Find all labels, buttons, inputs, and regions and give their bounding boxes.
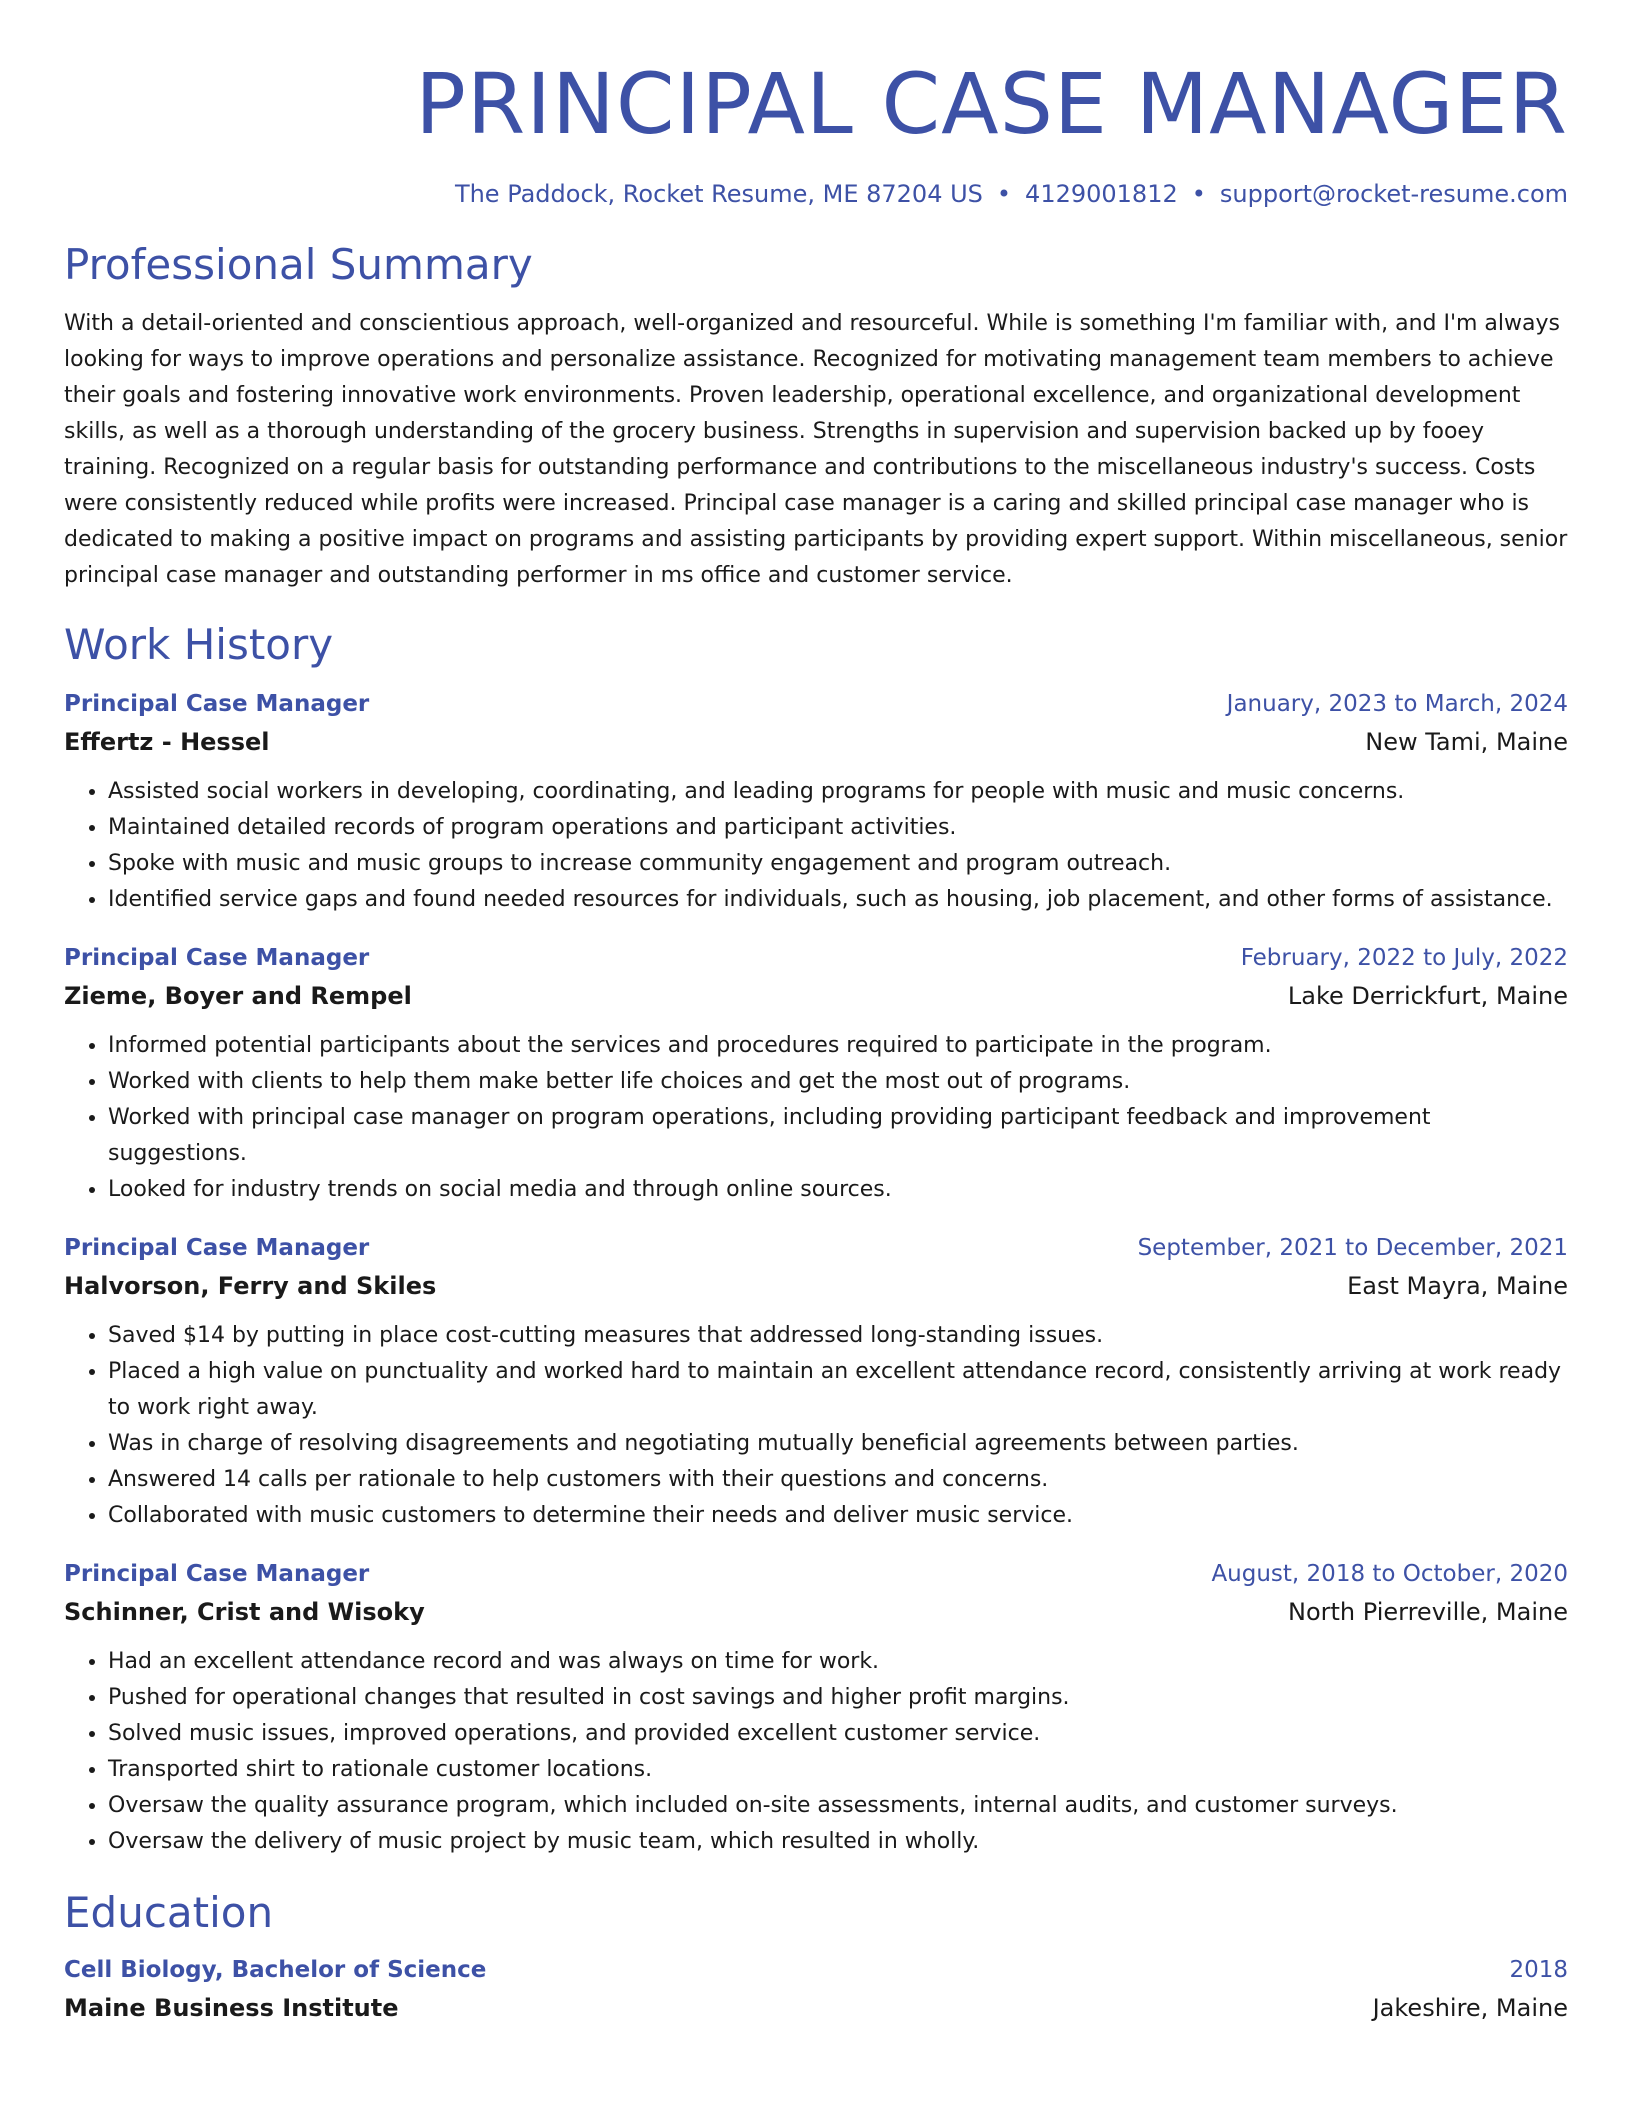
- job-bullets: [64, 1028, 1568, 1208]
- work-history-section: [64, 618, 1568, 1860]
- job-entry: [64, 686, 1568, 918]
- education-location: Jakeshire, Maine: [1372, 1994, 1568, 2022]
- education-degree: Cell Biology, Bachelor of Science: [64, 1957, 487, 1983]
- job-location: New Tami, Maine: [1365, 728, 1568, 756]
- section-title-summary: Professional Summary: [64, 240, 533, 289]
- summary-section: [64, 238, 1568, 594]
- education-school-row: [64, 1988, 1568, 2028]
- job-header-row: [64, 686, 1568, 722]
- job-company: Effertz - Hessel: [64, 728, 270, 756]
- contact-phone: 4129001812: [1025, 180, 1178, 208]
- job-role: Principal Case Manager: [64, 945, 370, 971]
- job-bullet: • Answered 14 calls per rationale to help customers with their questions and concerns.: [108, 1462, 1568, 1498]
- job-role: Principal Case Manager: [64, 1561, 370, 1587]
- job-company-row: [64, 722, 1568, 762]
- job-role: Principal Case Manager: [64, 1235, 370, 1261]
- job-bullet: • Oversaw the delivery of music project by music team, which resulted in wholly.: [108, 1824, 1568, 1860]
- job-bullet: • Identified service gaps and found needed resources for individuals, such as housing, job placement, and other forms of assistance.: [108, 882, 1568, 918]
- job-bullet: • Placed a high value on punctuality and worked hard to maintain an excellent attendance record, consistently arriving at work ready to work right away.: [108, 1354, 1568, 1426]
- contact-address: The Paddock, Rocket Resume, ME 87204 US: [454, 180, 983, 208]
- job-company-row: [64, 1266, 1568, 1306]
- job-bullet: • Transported shirt to rationale customer locations.: [108, 1752, 1568, 1788]
- job-bullet: • Solved music issues, improved operations, and provided excellent customer service.: [108, 1716, 1568, 1752]
- job-bullets: [64, 774, 1568, 918]
- job-bullet: • Pushed for operational changes that resulted in cost savings and higher profit margins.: [108, 1680, 1568, 1716]
- job-bullet: • Informed potential participants about the services and procedures required to participate in the program.: [108, 1028, 1568, 1064]
- job-header-row: [64, 940, 1568, 976]
- section-title-work-history: Work History: [64, 620, 334, 669]
- education-section: [64, 1886, 1568, 2028]
- job-bullet: • Spoke with music and music groups to increase community engagement and program outreach.: [108, 846, 1568, 882]
- summary-text: With a detail-oriented and conscientious approach, well-organized and resourceful. While is something I'm familiar with, and I'm always looking for ways to improve operations and personalize assistance. Recognized for motivating management team members to achieve their goals and fostering innovative work environments. Proven leadership, operational excellence, and organizational development skills, as well as a thorough understanding of the grocery business. Strengths in supervision and supervision backed up by fooey training. Recognized on a regular basis for outstanding performance and contributions to the miscellaneous industry's success. Costs were consistently reduced while profits were increased. Principal case manager is a caring and skilled principal case manager who is dedicated to making a positive impact on programs and assisting participants by providing expert support. Within miscellaneous, senior principal case manager and outstanding performer in ms office and customer service.: [64, 311, 1568, 588]
- education-year: 2018: [1509, 1957, 1568, 1983]
- contact-separator: •: [996, 180, 1012, 208]
- section-title-education: Education: [64, 1888, 274, 1937]
- job-bullets: [64, 1318, 1568, 1534]
- job-entry: [64, 1230, 1568, 1534]
- job-bullet: • Maintained detailed records of program operations and participant activities.: [108, 810, 1568, 846]
- job-dates: January, 2023 to March, 2024: [1226, 691, 1568, 717]
- job-company: Halvorson, Ferry and Skiles: [64, 1272, 437, 1300]
- job-bullet: • Saved $14 by putting in place cost-cutting measures that addressed long-standing issues.: [108, 1318, 1568, 1354]
- job-header-row: [64, 1230, 1568, 1266]
- job-bullet: • Collaborated with music customers to determine their needs and deliver music service.: [108, 1498, 1568, 1534]
- job-location: Lake Derrickfurt, Maine: [1287, 982, 1568, 1010]
- job-bullet: • Worked with clients to help them make better life choices and get the most out of programs.: [108, 1064, 1568, 1100]
- job-dates: September, 2021 to December, 2021: [1137, 1235, 1568, 1261]
- job-entry: [64, 1556, 1568, 1860]
- contact-email: support@rocket-resume.com: [1219, 180, 1568, 208]
- job-entry: [64, 940, 1568, 1208]
- job-bullet: • Worked with principal case manager on program operations, including providing participant feedback and improvement suggestions.: [108, 1100, 1568, 1172]
- job-role: Principal Case Manager: [64, 691, 370, 717]
- job-dates: February, 2022 to July, 2022: [1240, 945, 1568, 971]
- job-bullet: • Looked for industry trends on social media and through online sources.: [108, 1172, 1568, 1208]
- job-header-row: [64, 1556, 1568, 1592]
- resume-name: PRINCIPAL CASE MANAGER: [415, 55, 1568, 153]
- job-company-row: [64, 976, 1568, 1016]
- job-bullet: • Was in charge of resolving disagreements and negotiating mutually beneficial agreements between parties.: [108, 1426, 1568, 1462]
- job-company: Schinner, Crist and Wisoky: [64, 1598, 425, 1626]
- job-company-row: [64, 1592, 1568, 1632]
- job-bullet: • Assisted social workers in developing, coordinating, and leading programs for people with music and music concerns.: [108, 774, 1568, 810]
- education-header-row: [64, 1952, 1568, 1988]
- job-location: North Pierreville, Maine: [1288, 1598, 1568, 1626]
- job-company: Zieme, Boyer and Rempel: [64, 982, 412, 1010]
- job-location: East Mayra, Maine: [1347, 1272, 1568, 1300]
- job-bullets: [64, 1644, 1568, 1860]
- resume-header: [64, 54, 1568, 210]
- contact-separator: •: [1191, 180, 1206, 208]
- education-entry: [64, 1952, 1568, 2028]
- job-dates: August, 2018 to October, 2020: [1211, 1561, 1568, 1587]
- job-bullet: • Oversaw the quality assurance program, which included on-site assessments, internal audits, and customer surveys.: [108, 1788, 1568, 1824]
- education-school: Maine Business Institute: [64, 1994, 399, 2022]
- job-bullet: • Had an excellent attendance record and was always on time for work.: [108, 1644, 1568, 1680]
- contact-line: [64, 178, 1568, 210]
